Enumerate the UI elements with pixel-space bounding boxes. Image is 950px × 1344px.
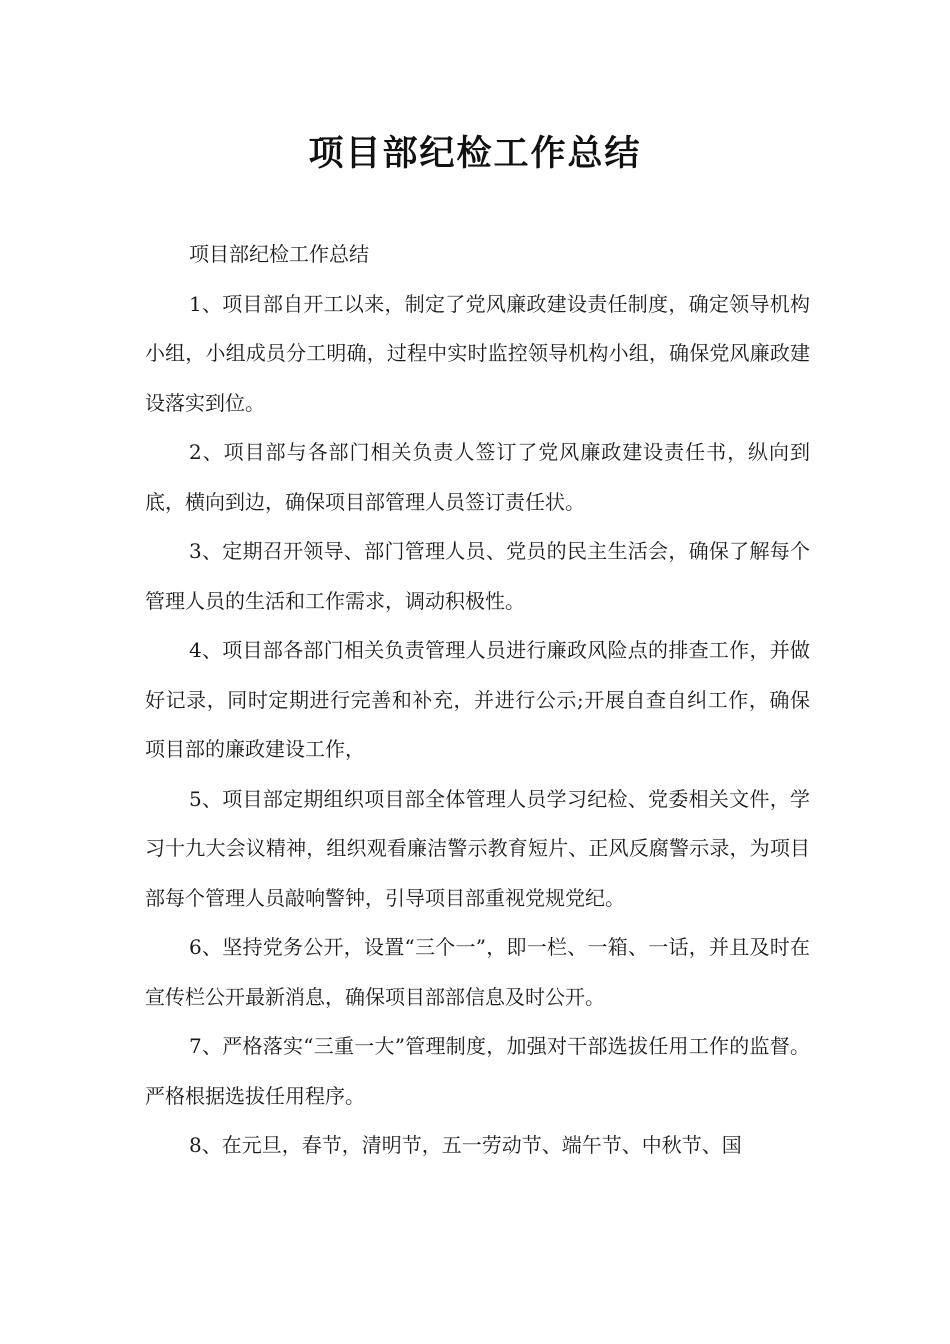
paragraph-heading: 项目部纪检工作总结	[189, 242, 369, 266]
document-title: 项目部纪检工作总结	[308, 134, 642, 174]
paragraph-4: 4、项目部各部门相关负责管理人员进行廉政风险点的排查工作，并做好记录，同时定期进行完善和补充，并进行公示;开展自查自纠工作，确保项目部的廉政建设工作，	[145, 638, 810, 761]
paragraph-1: 1、项目部自开工以来，制定了党风廉政建设责任制度，确定领导机构小组，小组成员分工明确，过程中实时监控领导机构小组，确保党风廉政建设落实到位。	[145, 291, 810, 415]
paragraph-5: 5、项目部定期组织项目部全体管理人员学习纪检、党委相关文件，学习十九大会议精神，组织观看廉洁警示教育短片、正风反腐警示录，为项目部每个管理人员敲响警钟，引导项目部重视党规党纪。	[145, 786, 810, 910]
document-body	[145, 230, 810, 1171]
paragraph-2: 2、项目部与各部门相关负责人签订了党风廉政建设责任书，纵向到底，横向到边，确保项目部管理人员签订责任状。	[145, 440, 810, 514]
paragraph-7: 7、严格落实“三重一大”管理制度，加强对干部选拔任用工作的监督。严格根据选拔任用程序。	[145, 1034, 810, 1108]
paragraph-3: 3、定期召开领导、部门管理人员、党员的民主生活会，确保了解每个管理人员的生活和工作需求，调动积极性。	[145, 539, 810, 613]
paragraph-6: 6、坚持党务公开，设置“三个一”，即一栏、一箱、一话，并且及时在宣传栏公开最新消息，确保项目部部信息及时公开。	[145, 935, 810, 1009]
paragraph-8: 8、在元旦，春节，清明节，五一劳动节、端午节、中秋节、国	[189, 1133, 742, 1157]
